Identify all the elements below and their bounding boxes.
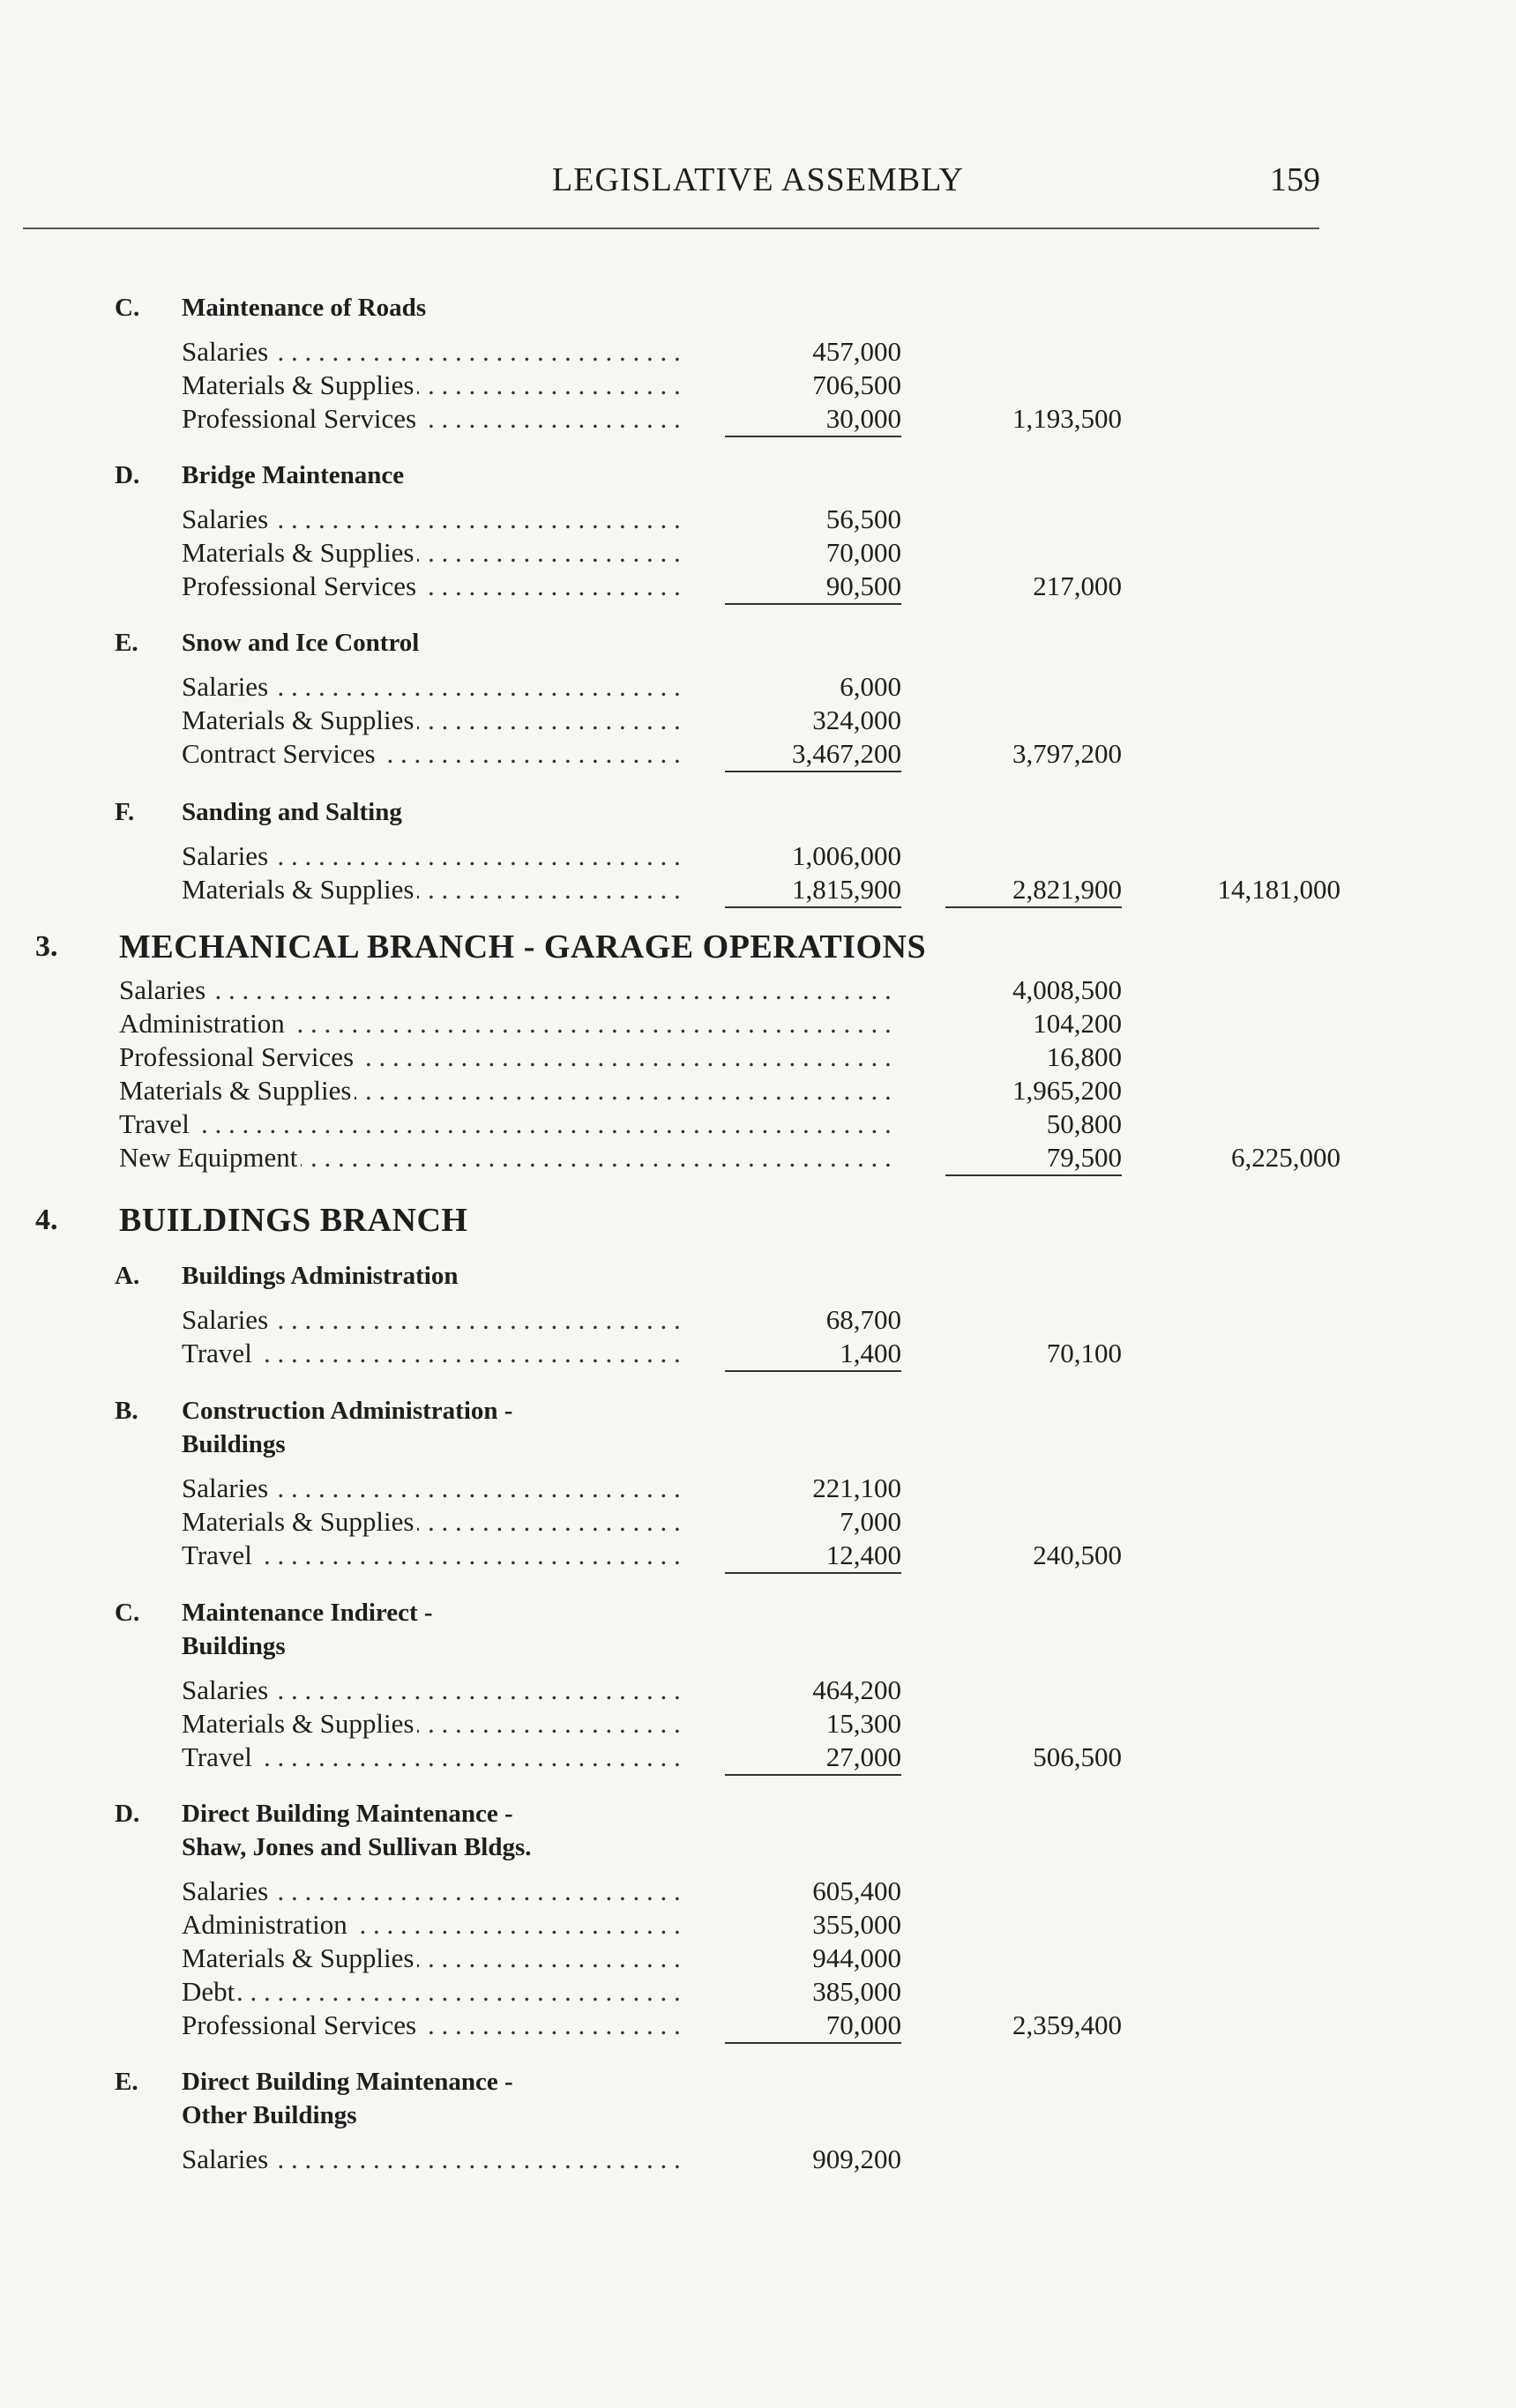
subsection-letter: E.	[115, 2068, 138, 2096]
line-item-amount: 4,008,500	[1012, 974, 1122, 1005]
line-item-label: New Equipment	[119, 1141, 301, 1174]
subsection-title-line1: Construction Administration -	[182, 1397, 513, 1425]
line-item-label: Professional Services	[119, 1040, 357, 1074]
line-item-label: Salaries	[119, 973, 209, 1007]
line-item-label: Salaries	[182, 335, 272, 369]
leader-dots	[182, 1741, 679, 1774]
line-item-amount: 464,200	[812, 1674, 901, 1705]
subsection-title-line1: Maintenance Indirect -	[182, 1599, 433, 1627]
line-item-label: Salaries	[182, 670, 272, 704]
page-number: 159	[1270, 161, 1320, 198]
line-item-amount: 16,800	[1046, 1041, 1122, 1072]
line-item-amount: 3,467,200	[725, 737, 901, 772]
subsection-total: 1,193,500	[1012, 403, 1122, 434]
leader-dots	[119, 1107, 896, 1141]
line-item-amount: 12,400	[725, 1539, 901, 1574]
line-item-label: Materials & Supplies	[182, 1707, 417, 1741]
line-item-amount: 56,500	[825, 503, 901, 534]
subsection-letter: B.	[115, 1397, 138, 1425]
line-item-amount: 385,000	[812, 1976, 901, 2007]
line-item-amount: 1,815,900	[725, 873, 901, 908]
line-item-amount: 104,200	[1033, 1008, 1122, 1039]
subsection-total: 217,000	[1033, 570, 1122, 601]
line-item-label: Salaries	[182, 1674, 272, 1707]
line-item-amount: 27,000	[725, 1741, 901, 1776]
line-item-amount: 79,500	[945, 1141, 1122, 1176]
line-item-label: Debt	[182, 1975, 238, 2009]
line-item-label: Salaries	[182, 503, 272, 536]
line-item-amount: 221,100	[812, 1472, 901, 1503]
line-item-label: Administration	[182, 1908, 351, 1942]
line-item-label: Materials & Supplies	[182, 369, 417, 402]
leader-dots	[182, 1975, 679, 2009]
subsection-letter: D.	[115, 1800, 140, 1828]
line-item-amount: 324,000	[812, 705, 901, 735]
line-item-label: Materials & Supplies	[182, 704, 417, 737]
subsection-title: Buildings Administration	[182, 1262, 459, 1290]
line-item-label: Materials & Supplies	[182, 1942, 417, 1975]
section-title: MECHANICAL BRANCH - GARAGE OPERATIONS	[119, 928, 927, 965]
header-rule	[23, 227, 1319, 229]
subsection-title-line1: Direct Building Maintenance -	[182, 2068, 513, 2096]
line-item-amount: 68,700	[825, 1304, 901, 1335]
line-item-amount: 90,500	[725, 570, 901, 605]
line-item-amount: 1,400	[725, 1337, 901, 1372]
section-grand-total: 6,225,000	[1231, 1142, 1341, 1173]
line-item-label: Materials & Supplies	[182, 536, 417, 570]
line-item-label: Travel	[119, 1107, 193, 1141]
line-item-amount: 70,000	[825, 537, 901, 568]
line-item-amount: 70,000	[725, 2009, 901, 2044]
leader-dots	[182, 1539, 679, 1572]
section-number: 4.	[35, 1204, 58, 1236]
subsection-total: 2,821,900	[945, 873, 1122, 908]
line-item-amount: 355,000	[812, 1909, 901, 1940]
subsection-title-line2: Buildings	[182, 1632, 286, 1660]
line-item-label: Contract Services	[182, 737, 379, 771]
line-item-label: Salaries	[182, 1303, 272, 1337]
line-item-label: Salaries	[182, 1875, 272, 1908]
subsection-title: Maintenance of Roads	[182, 294, 427, 322]
line-item-amount: 50,800	[1046, 1108, 1122, 1139]
line-item-amount: 1,006,000	[792, 840, 901, 871]
subsection-title: Snow and Ice Control	[182, 629, 420, 657]
leader-dots	[182, 1337, 679, 1370]
line-item-label: Salaries	[182, 2143, 272, 2176]
line-item-label: Materials & Supplies	[182, 873, 417, 906]
subsection-title-line2: Other Buildings	[182, 2101, 357, 2129]
line-item-amount: 909,200	[812, 2143, 901, 2174]
section-grand-total: 14,181,000	[1217, 874, 1341, 905]
line-item-amount: 1,965,200	[1012, 1075, 1122, 1106]
subsection-total: 240,500	[1033, 1539, 1122, 1570]
subsection-title: Sanding and Salting	[182, 798, 402, 826]
line-item-label: Salaries	[182, 1472, 272, 1505]
leader-dots	[119, 973, 896, 1007]
subsection-letter: E.	[115, 629, 138, 657]
line-item-label: Travel	[182, 1539, 256, 1572]
line-item-amount: 30,000	[725, 402, 901, 437]
line-item-amount: 706,500	[812, 369, 901, 400]
subsection-total: 2,359,400	[1012, 2009, 1122, 2040]
line-item-amount: 605,400	[812, 1875, 901, 1906]
subsection-total: 3,797,200	[1012, 738, 1122, 769]
line-item-amount: 15,300	[825, 1708, 901, 1739]
page-header-title: LEGISLATIVE ASSEMBLY	[552, 161, 964, 198]
subsection-total: 70,100	[1046, 1338, 1122, 1368]
subsection-title: Bridge Maintenance	[182, 461, 405, 489]
subsection-letter: D.	[115, 461, 140, 489]
subsection-title-line1: Direct Building Maintenance -	[182, 1800, 513, 1828]
line-item-amount: 944,000	[812, 1942, 901, 1973]
line-item-label: Administration	[119, 1007, 288, 1040]
subsection-letter: F.	[115, 798, 135, 826]
line-item-amount: 7,000	[840, 1506, 901, 1537]
line-item-label: Professional Services	[182, 402, 420, 436]
line-item-label: Materials & Supplies	[119, 1074, 355, 1107]
line-item-label: Professional Services	[182, 2009, 420, 2042]
subsection-letter: A.	[115, 1262, 140, 1290]
line-item-label: Professional Services	[182, 570, 420, 603]
subsection-title-line2: Shaw, Jones and Sullivan Bldgs.	[182, 1833, 532, 1861]
line-item-label: Travel	[182, 1337, 256, 1370]
line-item-label: Salaries	[182, 839, 272, 873]
section-title: BUILDINGS BRANCH	[119, 1202, 468, 1239]
line-item-label: Travel	[182, 1741, 256, 1774]
subsection-title-line2: Buildings	[182, 1430, 286, 1458]
line-item-label: Materials & Supplies	[182, 1505, 417, 1539]
line-item-amount: 457,000	[812, 336, 901, 367]
line-item-amount: 6,000	[840, 671, 901, 702]
subsection-letter: C.	[115, 1599, 140, 1627]
section-number: 3.	[35, 930, 58, 963]
subsection-letter: C.	[115, 294, 140, 322]
subsection-total: 506,500	[1033, 1741, 1122, 1772]
